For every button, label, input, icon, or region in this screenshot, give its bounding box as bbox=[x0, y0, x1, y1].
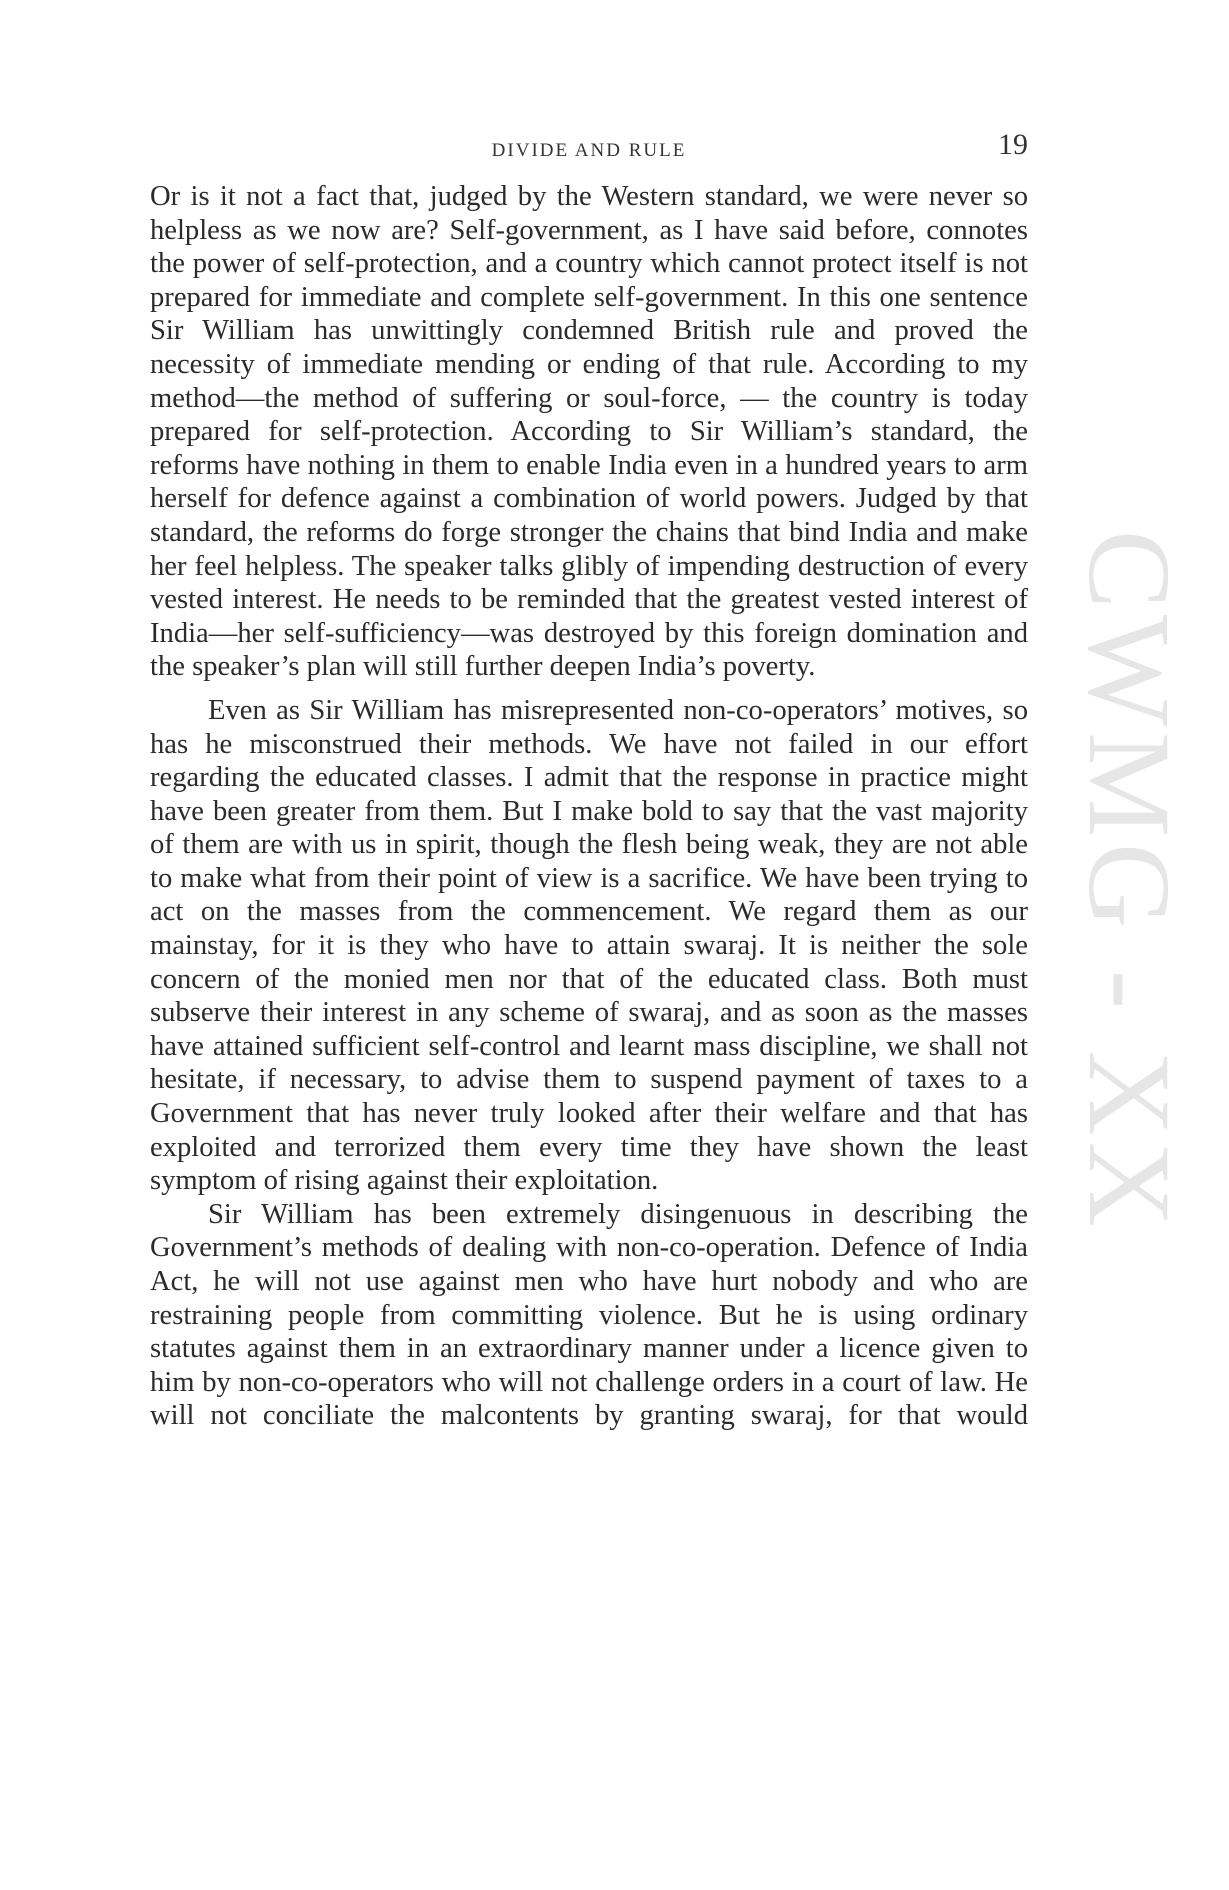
running-header bbox=[150, 128, 1028, 168]
paragraph-3: Sir William has been extremely disingenuous in describing the Government’s methods of dealing with non-co-operation. Defence of India Act, he will not use against men who have hurt nobody and who are restraining people from committing violence. But he is using ordinary statutes against them in an extraordinary manner under a licence given to him by non-co-operators who will not challenge orders in a court of law. He will not conciliate the malcontents by granting swaraj, for that would bbox=[150, 1198, 1028, 1432]
body-text bbox=[150, 180, 1028, 1433]
paragraph-1: Or is it not a fact that, judged by the Western standard, we were never so helpless as we now are? Self-government, as I have said before, connotes the power of self-protection, and a country which cannot protect itself is not prepared for immediate and complete self-government. In this one sentence Sir William has unwittingly condemned British rule and proved the necessity of immediate mending or ending of that rule. According to my method—the method of suffering or soul-force, — the country is today prepared for self-protection. According to Sir William’s standard, the reforms have nothing in them to enable India even in a hundred years to arm herself for defence against a combination of world powers. Judged by that standard, the reforms do forge stronger the chains that bind India and make her feel helpless. The speaker talks glibly of impending destruction of every vested interest. He needs to be reminded that the greatest vested interest of India—her self-sufficiency—was destroyed by this foreign domination and the speaker’s plan will still further deepen India’s poverty. bbox=[150, 181, 1028, 683]
page-number: 19 bbox=[998, 128, 1028, 161]
paragraph-2: Even as Sir William has misrepresented non-co-operators’ motives, so has he misconstrued their methods. We have not failed in our effort regarding the educated classes. I admit that the response in practice might have been greater from them. But I make bold to say that the vast majority of them are with us in spirit, though the flesh being weak, they are not able to make what from their point of view is a sacrifice. We have been trying to act on the masses from the commencement. We regard them as our mainstay, for it is they who have to attain swaraj. It is neither the sole concern of the monied men nor that of the educated class. Both must subserve their interest in any scheme of swaraj, and as soon as the masses have attained sufficient self-control and learnt mass discipline, we shall not hesitate, if necessary, to advise them to suspend payment of taxes to a Government that has never truly looked after their welfare and that has exploited and terrorized them every time they have shown the least symptom of rising against their exploitation. bbox=[150, 694, 1028, 1197]
running-title: DIVIDE AND RULE bbox=[491, 140, 687, 161]
watermark: CWMG - XX bbox=[1064, 530, 1195, 1233]
